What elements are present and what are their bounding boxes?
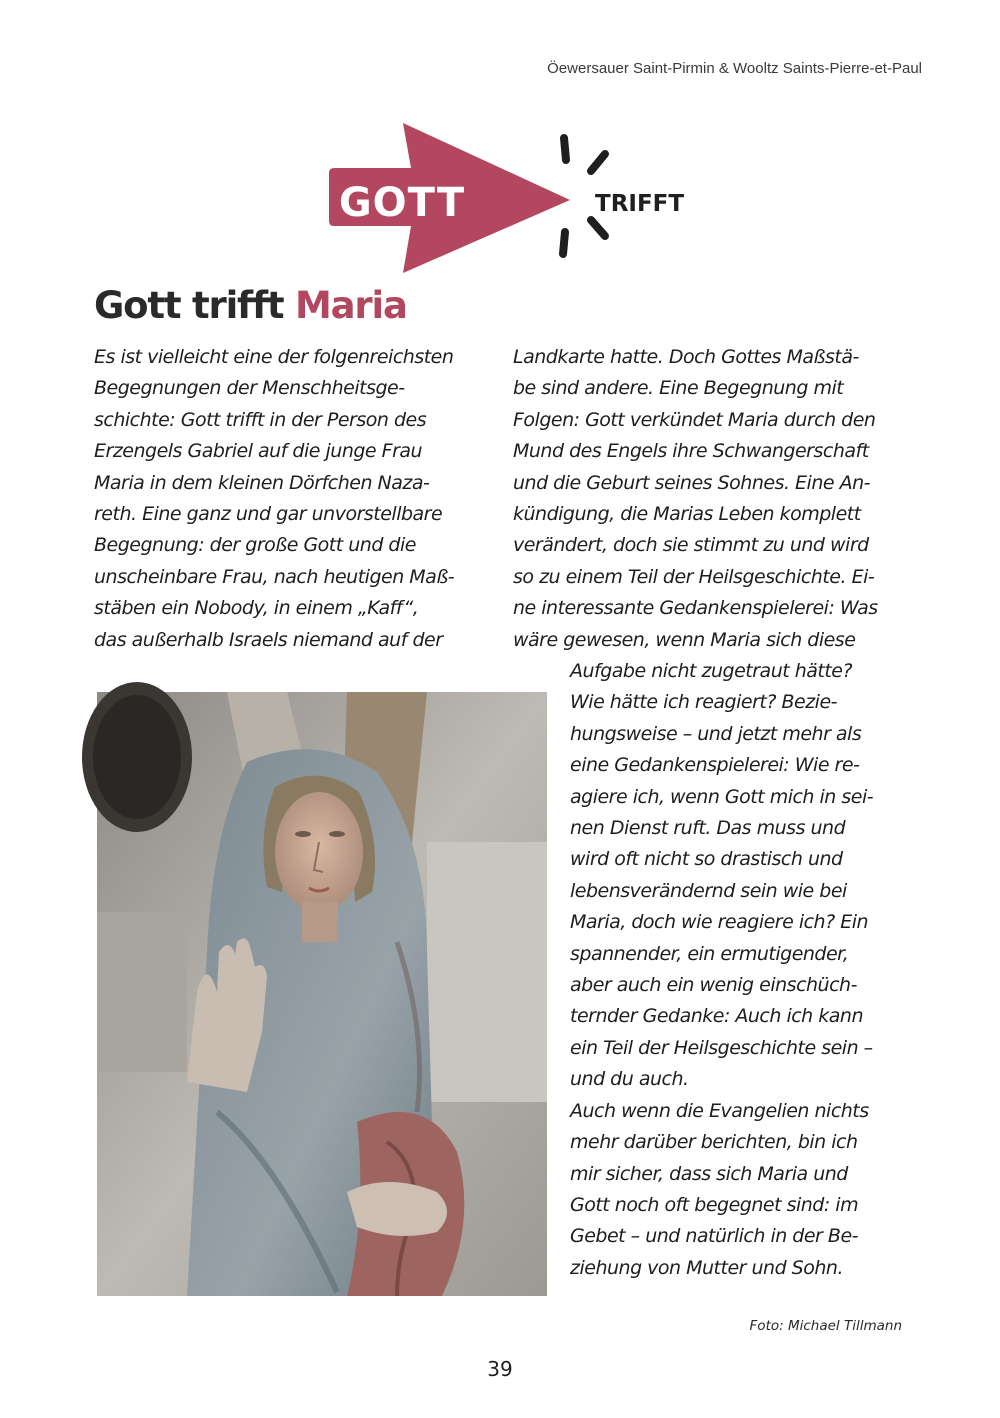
text-line: lebensverändernd sein wie bei: [570, 879, 847, 902]
text-line: Folgen: Gott verkündet Maria durch den: [513, 408, 876, 431]
text-column-2: [513, 342, 913, 656]
gott-trifft-logo: [325, 118, 685, 278]
text-line: ein Teil der Heilsgeschichte sein –: [570, 1036, 873, 1059]
text-line: aber auch ein wenig einschüch-: [570, 974, 857, 997]
logo-word-trifft: TRIFFT: [595, 191, 685, 217]
text-line: Gott noch oft begegnet sind: im: [570, 1193, 859, 1216]
text-line: Maria in dem kleinen Dörfchen Naza-: [94, 471, 430, 494]
text-line: Begegnung: der große Gott und die: [94, 534, 416, 557]
text-line: so zu einem Teil der Heilsgeschichte. Ei-: [513, 565, 875, 588]
text-line: Begegnungen der Menschheitsge-: [94, 377, 405, 400]
text-line: mehr darüber berichten, bin ich: [570, 1131, 858, 1154]
text-line: Maria, doch wie reagiere ich? Ein: [570, 911, 869, 934]
parish-header: Öewersauer Saint-Pirmin & Wooltz Saints-Pierre-et-Paul: [547, 60, 922, 77]
text-line: eine Gedankenspielerei: Wie re-: [570, 754, 860, 777]
text-line: und du auch.: [570, 1068, 689, 1091]
text-line: das außerhalb Israels niemand auf der: [94, 628, 443, 651]
text-line: be sind andere. Eine Begegnung mit: [513, 377, 844, 400]
text-line: wird oft nicht so drastisch und: [570, 848, 843, 871]
text-line: Erzengels Gabriel auf die junge Frau: [94, 440, 423, 463]
text-column-3: [570, 656, 915, 1284]
text-line: mir sicher, dass sich Maria und: [570, 1162, 848, 1185]
text-line: und die Geburt seines Sohnes. Eine An-: [513, 471, 870, 494]
mary-statue-photo: [97, 692, 547, 1296]
text-line: spannender, ein ermutigender,: [570, 942, 849, 965]
text-line: Gebet – und natürlich in der Be-: [570, 1225, 858, 1248]
text-line: kündigung, die Marias Leben komplett: [513, 503, 861, 526]
text-line: ziehung von Mutter und Sohn.: [570, 1256, 843, 1279]
text-line: Wie hätte ich reagiert? Bezie-: [570, 691, 837, 714]
text-line: agiere ich, wenn Gott mich in sei-: [570, 785, 874, 808]
text-column-1: [94, 342, 494, 656]
article-title: [94, 284, 407, 327]
text-line: stäben ein Nobody, in einem „Kaff“,: [94, 597, 419, 620]
page-number: 39: [487, 1357, 513, 1381]
text-line: Landkarte hatte. Doch Gottes Maßstä-: [513, 346, 859, 368]
text-line: Mund des Engels ihre Schwangerschaft: [513, 440, 869, 463]
text-line: Auch wenn die Evangelien nichts: [570, 1099, 869, 1122]
text-line: nen Dienst ruft. Das muss und: [570, 817, 846, 840]
text-line: verändert, doch sie stimmt zu und wird: [513, 534, 869, 557]
text-line: Aufgabe nicht zugetraut hätte?: [570, 660, 853, 682]
text-line: ne interessante Gedankenspielerei: Was: [513, 597, 878, 620]
text-line: schichte: Gott trifft in der Person des: [94, 408, 427, 431]
logo-word-gott: GOTT: [338, 180, 466, 226]
text-line: unscheinbare Frau, nach heutigen Maß-: [94, 565, 455, 588]
text-line: wäre gewesen, wenn Maria sich diese: [513, 628, 856, 651]
title-accent: Maria: [295, 284, 407, 327]
title-dark: Gott trifft: [94, 284, 284, 327]
text-line: hungsweise – und jetzt mehr als: [570, 722, 862, 745]
text-line: reth. Eine ganz und gar unvorstellbare: [94, 503, 443, 526]
text-line: ternder Gedanke: Auch ich kann: [570, 1005, 863, 1028]
photo-credit: Foto: Michael Tillmann: [749, 1318, 902, 1334]
text-line: Es ist vielleicht eine der folgenreichsten: [94, 346, 454, 368]
